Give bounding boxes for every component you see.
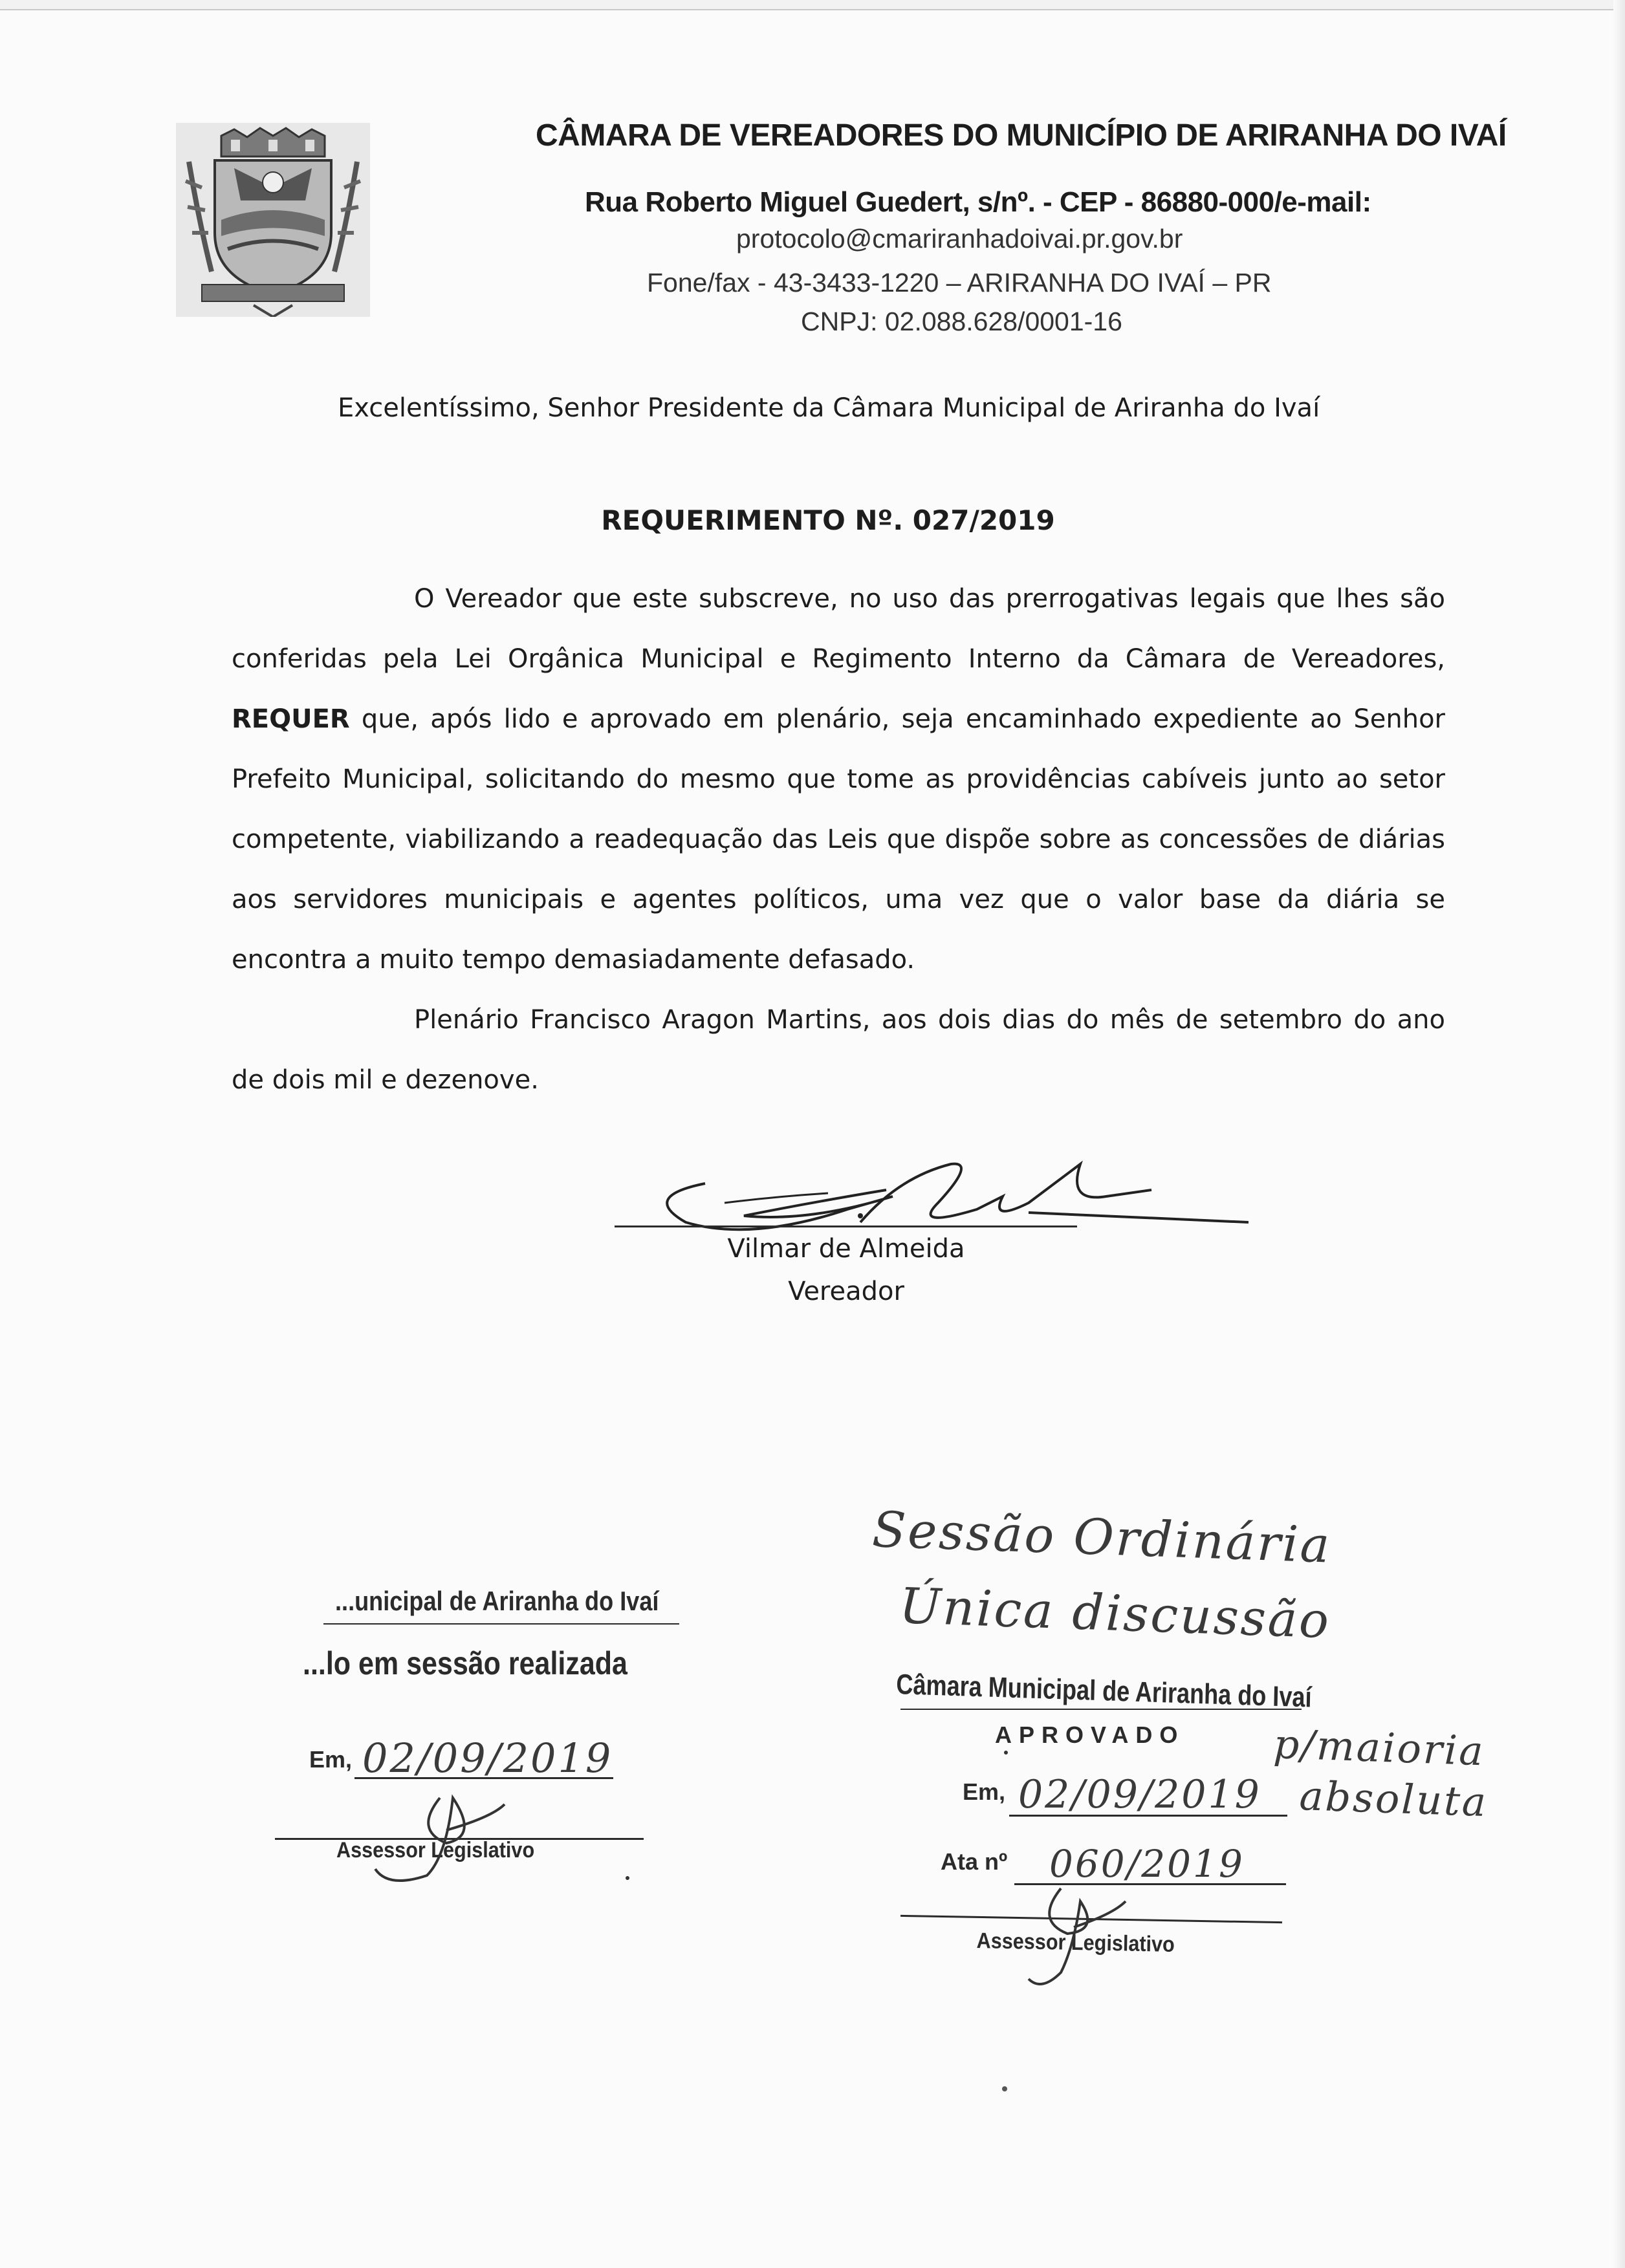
header-title: CÂMARA DE VEREADORES DO MUNICÍPIO DE ARIRANHA DO IVAÍ [536,118,1507,153]
left-stamp-line2: ...lo em sessão realizada [303,1645,627,1681]
body-p1-start: O Vereador que este subscreve, no uso das prerrogativas legais que lhes são conferidas pela Lei Orgânica Municipal e Regimento Interno da Câmara de Vereadores, [232,584,1445,674]
signer-name: Vilmar de Almeida [727,1234,965,1264]
right-stamp-assessor: Assessor Legislativo [976,1928,1175,1957]
right-stamp-date: 02/09/2019 [1018,1772,1261,1817]
handwritten-absoluta: absoluta [1298,1772,1489,1826]
left-stamp-assessor: Assessor Legislativo [336,1838,535,1863]
right-stamp-line1: Câmara Municipal de Ariranha do Ivaí [895,1669,1313,1714]
body-paragraph-1 [232,569,1445,990]
page-right-edge [1613,0,1625,2268]
page-top-edge [0,0,1625,10]
right-stamp-ata-number: 060/2019 [1049,1842,1245,1886]
header-phone: Fone/fax - 43-3433-1220 – ARIRANHA DO IVAÍ – PR [647,268,1272,297]
body-p1-requer: REQUER [232,704,350,734]
header-email[interactable]: protocolo@cmariranhadoivai.pr.gov.br [736,224,1183,254]
municipal-crest-icon [176,123,370,317]
handwritten-maioria: p/maioria [1272,1720,1486,1775]
header-cnpj: CNPJ: 02.088.628/0001-16 [801,307,1122,336]
body-paragraph-2: Plenário Francisco Aragon Martins, aos dois dias do mês de setembro do ano de dois mil e dezenove. [232,1005,1445,1095]
right-stamp-ata-label: Ata nº [941,1848,1008,1875]
left-stamp-line1: ...unicipal de Ariranha do Ivaí [335,1586,659,1616]
left-stamp-em-label: Em, [309,1746,353,1773]
right-stamp-ata-line [1014,1883,1286,1885]
body-p1-end: que, após lido e aprovado em plenário, seja encaminhado expediente ao Senhor Prefeito Municipal, solicitando do mesmo que tome as providências cabíveis junto ao setor competente, viabilizando a readequação das Leis que dispõe sobre as concessões de diárias aos servidores municipais e agentes políticos, uma vez que o valor base da diária se encontra a muito tempo demasiadamente defasado. [232,704,1445,975]
left-stamp-date: 02/09/2019 [362,1734,613,1782]
document-body [232,569,1445,1110]
right-stamp-em-label: Em, [963,1778,1006,1805]
signature-line [615,1226,1077,1227]
right-stamp-assessor-line [900,1915,1282,1923]
left-stamp-date-line [354,1777,613,1779]
handwritten-unica-discussao: Única discussão [898,1577,1332,1650]
signer-role: Vereador [788,1277,904,1306]
right-stamp-date-line [1009,1815,1287,1817]
right-stamp-underline [900,1709,1302,1710]
document-title: REQUERIMENTO Nº. 027/2019 [601,504,1055,536]
left-stamp-underline [323,1623,679,1625]
header-address: Rua Roberto Miguel Guedert, s/nº. - CEP - 86880-000/e-mail: [585,186,1371,218]
handwritten-sessao-ordinaria: Sessão Ordinária [871,1500,1333,1574]
right-stamp-aprovado: APROVADO [995,1722,1185,1748]
salutation: Excelentíssimo, Senhor Presidente da Câmara Municipal de Ariranha do Ivaí [338,393,1320,423]
